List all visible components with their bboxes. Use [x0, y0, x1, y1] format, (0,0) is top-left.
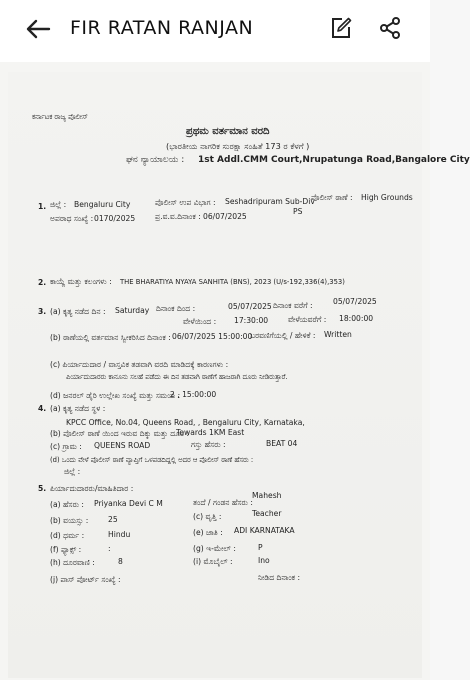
name-value: Priyanka Devi C M [94, 499, 163, 508]
direction-distance-label: (b) ಪೊಲೀಸ್ ಠಾಣೆ ಯಿಂದ ಇರುವ ದಿಕ್ಕು ಮತ್ತು ದೂರ : [50, 429, 190, 438]
subdivision-label: ಪೊಲೀಸ್ ಉಪ ವಿಭಾಗ : [155, 198, 216, 207]
mobile-value: Ino [258, 556, 270, 565]
section-1-number: 1. [38, 202, 47, 211]
court-value: 1st Addl.CMM Court,Nrupatunga Road,Bangalore City [198, 155, 470, 165]
beat-value: BEAT 04 [266, 439, 298, 448]
offence-day-label: (a) ಕೃತ್ಯ ನಡೆದ ದಿನ : [50, 307, 106, 316]
time-from-label: ವೇಳೆಯಿಂದ : [183, 317, 217, 326]
beat-label: ಗಸ್ತು ಹೆಸರು : [191, 440, 226, 449]
subdivision-value: Seshadripuram Sub-Div [225, 197, 315, 206]
info-type-value: Written [324, 330, 352, 339]
police-station-value-2: PS [293, 207, 303, 216]
fax-label: (f) ಫ್ಯಾಕ್ಸ್ : [50, 545, 82, 554]
religion-value: Hindu [108, 530, 131, 539]
passport-number-label: (j) ಪಾಸ್ ಪೋರ್ಟ್ ಸಂಖ್ಯೆ : [50, 575, 121, 584]
document-viewer[interactable] [0, 62, 470, 680]
section-3-number: 3. [38, 307, 47, 316]
info-type-label: ಬರವಣಿಗೆಯಲ್ಲಿ / ಹೇಳಿಕೆ : [250, 331, 316, 340]
district-label: ಜಿಲ್ಲೆ : [50, 200, 67, 209]
email-label: (g) ಇ-ಮೇಲ್ : [193, 544, 236, 553]
time-to-label: ವೇಳೆಯವರೆಗೆ : [288, 315, 327, 324]
district-label-2: ಜಿಲ್ಲೆ : [64, 467, 81, 476]
acts-value: THE BHARATIYA NYAYA SANHITA (BNS), 2023 (U/s-192,336(4),353) [120, 278, 345, 286]
phone-label: (h) ದೂರವಾಣಿ : [50, 558, 95, 567]
section-2-number: 2. [38, 278, 47, 287]
place-of-occurrence-label: (a) ಕೃತ್ಯ ನಡೆದ ಸ್ಥಳ : [50, 404, 106, 413]
outside-jurisdiction-label: (d) ಒಂದು ವೇಳೆ ಪೊಲೀಸ್ ಠಾಣೆ ವ್ಯಾಪ್ತಿಗೆ ಒಳಪಡದಿದ್ದಲ್ಲಿ ಅದರ ಆ ಪೊಲೀಸ್ ಠಾಣೆ ಹೆಸರು : [50, 456, 254, 464]
village-label: (c) ಗ್ರಾಮ : [50, 442, 82, 451]
caste-label: (e) ಜಾತಿ : [193, 528, 223, 537]
time-from-value: 17:30:00 [234, 316, 269, 325]
crime-number-value: 0170/2025 [94, 214, 136, 223]
age-label: (b) ವಯಸ್ಸು : [50, 516, 89, 525]
village-value: QUEENS ROAD [94, 441, 151, 450]
date-from-label: ದಿನಾಂಕ ದಿಂದ : [156, 304, 196, 313]
complainant-title: ಪಿರ್ಯಾದುದಾರರು/ಮಾಹಿತಿದಾರ : [50, 484, 134, 493]
date-to-label: ದಿನಾಂಕ ವರೆಗೆ : [273, 301, 313, 310]
issue-date-label: ನೀಡಿದ ದಿನಾಂಕ : [258, 573, 301, 582]
time-to-value: 18:00:00 [339, 314, 374, 323]
father-name-value: Mahesh [252, 491, 282, 500]
mobile-label: (i) ಮೊಬೈಲ್ : [193, 557, 233, 566]
occupation-value: Teacher [252, 509, 282, 518]
share-icon[interactable] [378, 16, 402, 40]
delay-reason-label: (c) ಪಿರ್ಯಾದುದಾರ / ವಾಸ್ತವಿಕ ತಡವಾಗಿ ವರದಿ ಮಾಡಿದಕ್ಕೆ ಕಾರಣಗಳು : [50, 360, 229, 369]
back-arrow-icon[interactable] [24, 15, 52, 43]
fir-document-page [8, 72, 470, 678]
religion-label: (d) ಧರ್ಮ : [50, 531, 85, 540]
email-value: P [258, 543, 263, 552]
page-title: FIR RATAN RANJAN [70, 17, 254, 39]
place-of-occurrence-address: KPCC Office, No.04, Queens Road, , Bengaluru City, Karnataka, [66, 418, 305, 427]
phone-value: 8 [118, 557, 123, 566]
caste-value: ADI KARNATAKA [234, 526, 295, 535]
occupation-label: (c) ವೃತ್ತಿ : [193, 512, 222, 521]
age-value: 25 [108, 515, 118, 524]
delay-reason-value: ಪಿರ್ಯಾದುದಾರರು ಕಾನೂನು ಸಲಹೆ ಪಡೆದು ಈ ದಿನ ತಡವಾಗಿ ಠಾಣೆಗೆ ಹಾಜರಾಗಿ ದೂರು ನೀಡಿರುತ್ತಾರೆ. [66, 373, 288, 381]
police-station-value: High Grounds [361, 193, 413, 202]
document-title: ಪ್ರಥಮ ವರ್ತಮಾನ ವರದಿ [186, 126, 270, 137]
name-label: (a) ಹೆಸರು : [50, 500, 84, 509]
fir-date-value: 06/07/2025 [203, 212, 247, 221]
received-date-label: (b) ಠಾಣೆಯಲ್ಲಿ ವರ್ತಮಾನ ಸ್ವೀಕರಿಸಿದ ದಿನಾಂಕ : [50, 333, 171, 342]
crime-number-label: ಅಪರಾಧ ಸಂಖ್ಯೆ : [50, 214, 94, 223]
date-to-value: 05/07/2025 [333, 297, 377, 306]
acts-label: ಕಾಯ್ದೆ ಮತ್ತು ಕಲಂಗಳು : [50, 277, 112, 286]
direction-distance-value: Towards 1KM East [176, 428, 245, 437]
offence-day-value: Saturday [115, 306, 150, 315]
general-diary-value: 2 , 15:00:00 [170, 390, 217, 399]
state-police-label: ಕರ್ನಾಟಕ ರಾಜ್ಯ ಪೊಲೀಸ್ [32, 113, 88, 121]
general-diary-label: (d) ಜನರಲ್ ಡೈರಿ ಉಲ್ಲೇಖ ಸಂಖ್ಯೆ ಮತ್ತು ಸಮಯ : [50, 391, 181, 400]
district-value: Bengaluru City [74, 200, 131, 209]
document-subtitle: (ಭಾರತೀಯ ನಾಗರಿಕ ಸುರಕ್ಷಾ ಸಂಹಿತೆ 173 ರ ಕೆಳಗೆ ) [166, 141, 310, 151]
section-5-number: 5. [38, 484, 47, 493]
court-label: ಘನ ನ್ಯಾಯಾಲಯ : [126, 155, 185, 165]
date-from-value: 05/07/2025 [228, 302, 272, 311]
fax-value: : [108, 544, 111, 553]
edit-icon[interactable] [329, 16, 353, 40]
police-station-label: ಪೊಲೀಸ್ ಠಾಣೆ : [311, 193, 353, 202]
section-4-number: 4. [38, 404, 47, 413]
received-date-value: 06/07/2025 15:00:00 [172, 332, 253, 341]
fir-date-label: ಪ್ರ.ವ.ವ.ದಿನಾಂಕ : [155, 212, 201, 221]
app-bar [0, 0, 430, 63]
father-name-label: ತಂದೆ / ಗಂಡನ ಹೆಸರು : [193, 498, 253, 507]
